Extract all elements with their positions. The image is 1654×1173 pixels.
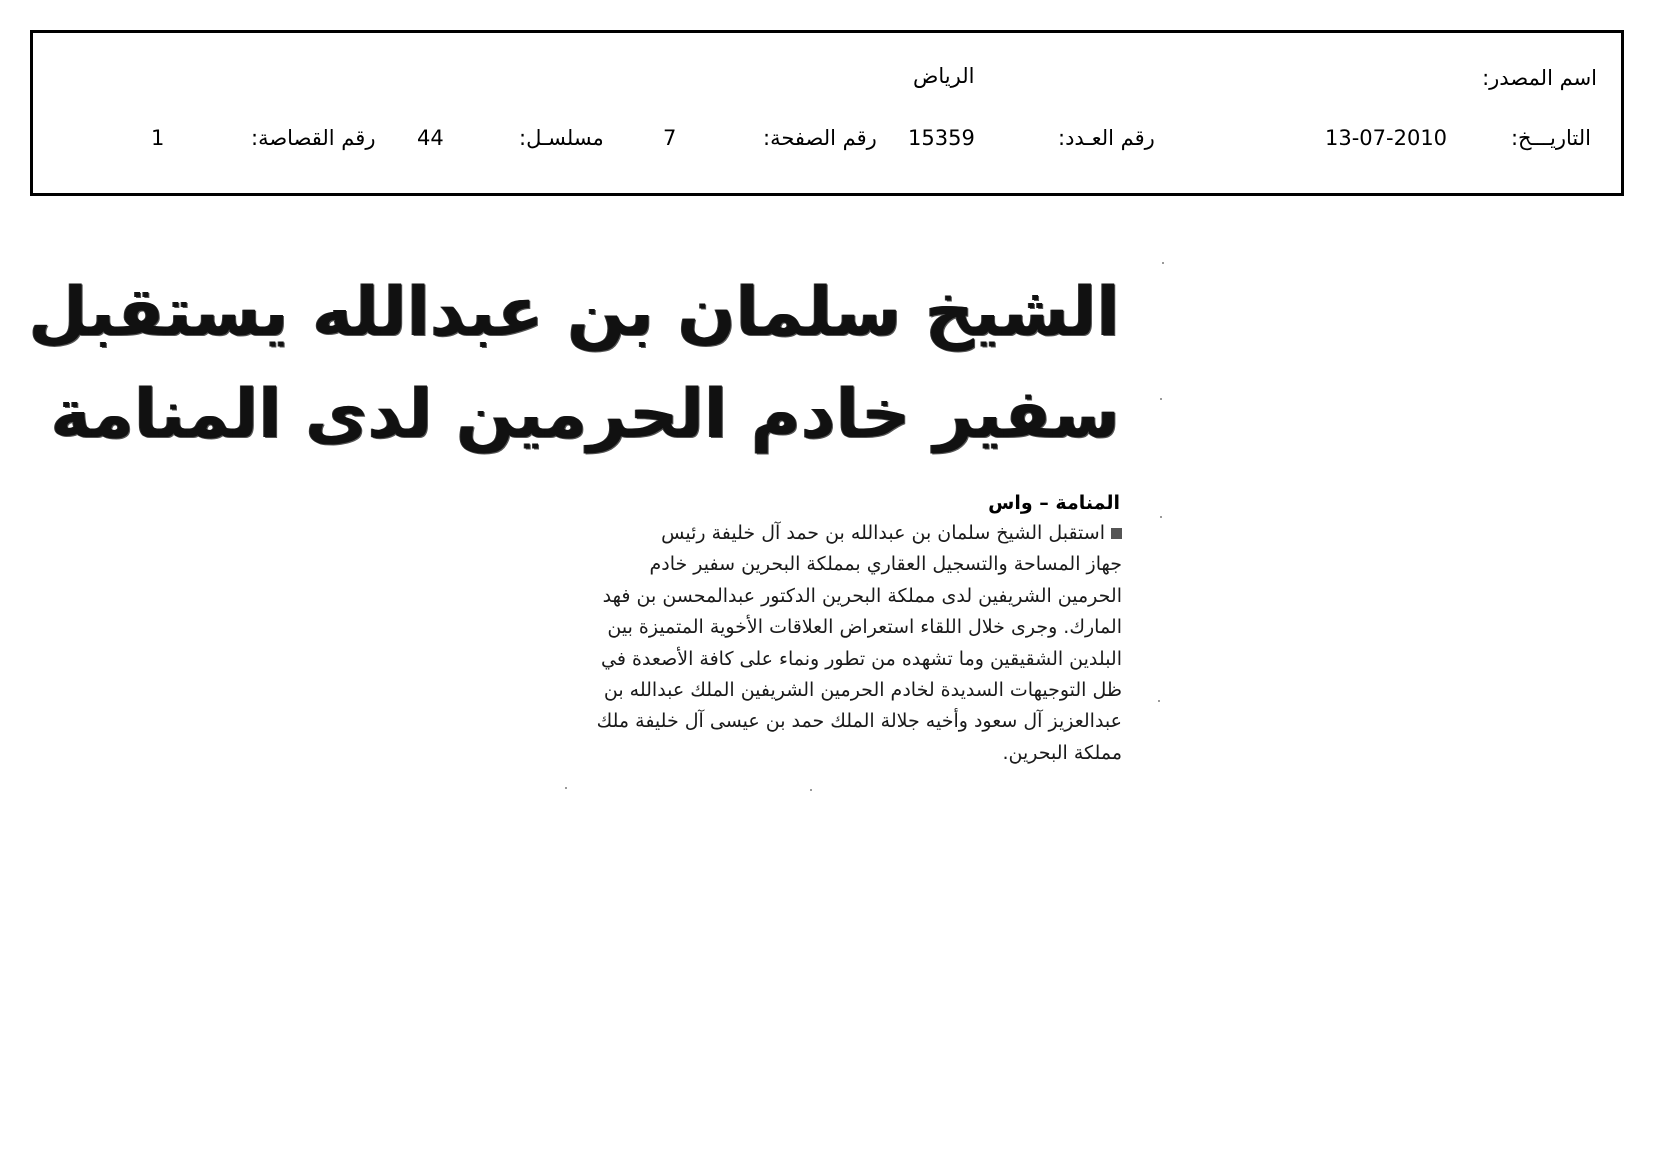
article-dateline: المنامة – واس bbox=[988, 492, 1120, 514]
article-headline-line-2: سفير خادم الحرمين لدى المنامة bbox=[50, 375, 1120, 454]
serial-label: مسلسـل: bbox=[519, 126, 604, 150]
article-body-line: ظل التوجيهات السديدة لخادم الحرمين الشريفين الملك عبدالله بن bbox=[603, 678, 1122, 701]
scan-speck bbox=[1160, 398, 1162, 400]
clip-value: 1 bbox=[151, 126, 165, 150]
clipping-header-box bbox=[30, 30, 1624, 196]
article-body-line: الحرمين الشريفين لدى مملكة البحرين الدكتور عبدالمحسن بن فهد bbox=[602, 584, 1122, 607]
article-body-line: المارك. وجرى خلال اللقاء استعراض العلاقات الأخوية المتميزة بين bbox=[607, 616, 1122, 639]
article-body-line: مملكة البحرين. bbox=[1002, 741, 1122, 764]
source-label: اسم المصدر: bbox=[1482, 66, 1597, 90]
scan-speck bbox=[1158, 700, 1160, 702]
article-body-line: البلدين الشقيقين وما تشهده من تطور ونماء على كافة الأصعدة في bbox=[601, 647, 1122, 670]
page-label: رقم الصفحة: bbox=[763, 126, 877, 150]
scan-speck bbox=[565, 787, 567, 789]
scan-speck bbox=[1160, 516, 1162, 518]
article-body-line: استقبل الشيخ سلمان بن عبدالله بن حمد آل خليفة رئيس bbox=[498, 518, 1122, 549]
article-headline-line-1: الشيخ سلمان بن عبدالله يستقبل bbox=[28, 273, 1120, 352]
date-label: التاريـــخ: bbox=[1510, 126, 1591, 150]
serial-value: 44 bbox=[417, 126, 444, 150]
scan-speck bbox=[810, 789, 812, 791]
date-value: 13-07-2010 bbox=[1325, 126, 1448, 150]
article-body-line: جهاز المساحة والتسجيل العقاري بمملكة البحرين سفير خادم bbox=[649, 553, 1122, 576]
square-bullet-icon bbox=[1111, 528, 1122, 539]
article-body bbox=[498, 518, 1122, 769]
article-body-line: عبدالعزيز آل سعود وأخيه جلالة الملك حمد بن عيسى آل خليفة ملك bbox=[596, 710, 1122, 733]
source-value: الرياض bbox=[913, 64, 975, 88]
issue-value: 15359 bbox=[908, 126, 975, 150]
page-value: 7 bbox=[663, 126, 677, 150]
scan-speck bbox=[1162, 262, 1164, 264]
issue-label: رقم العـدد: bbox=[1058, 126, 1155, 150]
clip-label: رقم القصاصة: bbox=[251, 126, 376, 150]
